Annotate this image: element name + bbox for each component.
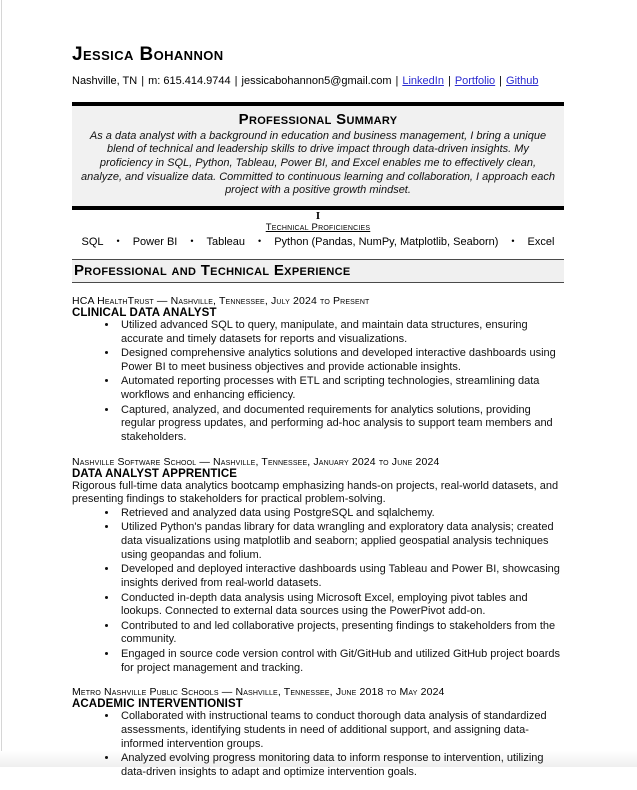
contact-separator: | bbox=[395, 75, 399, 87]
bullet-item: • Utilized Python's pandas library for data wrangling and exploratory data analysis; created data visualizations using matplotlib and seaborn; applied geospatial analysis techniques using geopandas and folium. bbox=[118, 521, 564, 562]
candidate-name: Jessica Bohannon bbox=[72, 44, 224, 65]
contact-phone: m: 615.414.9744 bbox=[148, 75, 231, 87]
professional-summary-section bbox=[72, 102, 564, 210]
contact-separator: | bbox=[141, 75, 145, 87]
contact-line bbox=[72, 75, 564, 89]
bullet-item: • Analyzed evolving progress monitoring data to inform response to intervention, utilizing data-driven insights to adapt and optimize intervention goals. bbox=[118, 752, 564, 779]
contact-separator: | bbox=[499, 75, 503, 87]
caret-mark: I bbox=[315, 211, 321, 222]
experience-heading: Professional and Technical Experience bbox=[74, 261, 351, 279]
job-company-line: HCA HealthTrust — Nashville, Tennessee, July 2024 to Present bbox=[72, 294, 370, 307]
job-entry-metro-nashville-public-schools bbox=[72, 686, 564, 779]
portfolio-link[interactable]: Portfolio bbox=[454, 75, 496, 87]
job-company-line: Metro Nashville Public Schools — Nashville, Tennessee, June 2018 to May 2024 bbox=[72, 686, 445, 699]
summary-heading: Professional Summary bbox=[238, 110, 398, 128]
bullet-item: • Captured, analyzed, and documented requirements for analytics solutions, providing regular progress updates, and performing ad-hoc analysis to support team members and stakeholders. bbox=[118, 404, 564, 445]
viewer-left-edge bbox=[1, 0, 2, 767]
bullet-item: • Utilized advanced SQL to query, manipulate, and maintain data structures, ensuring accurate and timely datasets for reports and visualizations. bbox=[118, 319, 564, 346]
resume-page bbox=[72, 44, 564, 790]
job-bullet-list bbox=[72, 507, 564, 676]
linkedin-link[interactable]: LinkedIn bbox=[402, 75, 444, 87]
skill-item: Power BI bbox=[132, 235, 178, 248]
bullet-item: • Contributed to and led collaborative projects, presenting findings to stakeholders from the community. bbox=[118, 620, 564, 647]
bullet-item: • Developed and deployed interactive dashboards using Tableau and Power BI, showcasing insights derived from real-world datasets. bbox=[118, 563, 564, 590]
job-bullet-list bbox=[72, 710, 564, 779]
bullet-item: • Retrieved and analyzed data using PostgreSQL and sqlalchemy. bbox=[118, 507, 564, 521]
bullet-item: • Automated reporting processes with ETL and scripting technologies, streamlining data workflows and enhancing efficiency. bbox=[118, 375, 564, 402]
skill-item: SQL bbox=[81, 235, 104, 248]
contact-location: Nashville, TN bbox=[72, 75, 138, 87]
job-description: Rigorous full-time data analytics bootcamp emphasizing hands-on projects, real-world datasets, and presenting findings to stakeholders for practical problem-solving. bbox=[72, 479, 559, 506]
technical-proficiencies-heading: Technical Proficiencies bbox=[265, 221, 371, 233]
contact-email: jessicabohannon5@gmail.com bbox=[241, 75, 392, 87]
skill-separator: • bbox=[190, 235, 194, 246]
summary-text: As a data analyst with a background in education and business management, I bring a unique blend of technical and leadership skills to drive impact through data-driven insights. My proficiency in SQL, Python, Tableau, Power BI, and Excel enables me to effectively clean, analyze, and visualize data. Committed to continuous learning and collaboration, I approach each project with a positive growth mindset. bbox=[81, 129, 555, 197]
experience-section-band bbox=[72, 259, 564, 283]
skill-separator: • bbox=[258, 235, 262, 246]
bullet-item: • Engaged in source code version control with Git/GitHub and utilized GitHub project boards for project management and tracking. bbox=[118, 648, 564, 675]
skill-item: Python (Pandas, NumPy, Matplotlib, Seaborn) bbox=[274, 235, 499, 248]
job-title: DATA ANALYST APPRENTICE bbox=[72, 467, 238, 480]
skills-list bbox=[72, 236, 564, 248]
skill-separator: • bbox=[511, 235, 515, 246]
job-title: ACADEMIC INTERVENTIONIST bbox=[72, 698, 243, 711]
github-link[interactable]: Github bbox=[506, 75, 539, 87]
job-entry-hca-healthtrust bbox=[72, 295, 564, 445]
bullet-item: • Designed comprehensive analytics solutions and developed interactive dashboards using Power BI to meet business objectives and provide actionable insights. bbox=[118, 347, 564, 374]
bullet-item: • Collaborated with instructional teams to conduct thorough data analysis of standardized assessments, identifying students in need of additional support, and assigning data-informed intervention groups. bbox=[118, 710, 564, 751]
skill-separator: • bbox=[116, 235, 120, 246]
skill-item: Tableau bbox=[206, 235, 246, 248]
skill-item: Excel bbox=[527, 235, 555, 248]
caret-row bbox=[72, 211, 564, 221]
contact-separator: | bbox=[234, 75, 238, 87]
bullet-item: • Conducted in-depth data analysis using Microsoft Excel, employing pivot tables and lookups. Connected to external data sources using the PowerPivot add-on. bbox=[118, 592, 564, 619]
job-company-line: Nashville Software School — Nashville, Tennessee, January 2024 to June 2024 bbox=[72, 455, 440, 468]
job-title: CLINICAL DATA ANALYST bbox=[72, 306, 217, 319]
contact-separator: | bbox=[447, 75, 451, 87]
job-bullet-list bbox=[72, 319, 564, 445]
job-entry-nashville-software-school bbox=[72, 456, 564, 676]
